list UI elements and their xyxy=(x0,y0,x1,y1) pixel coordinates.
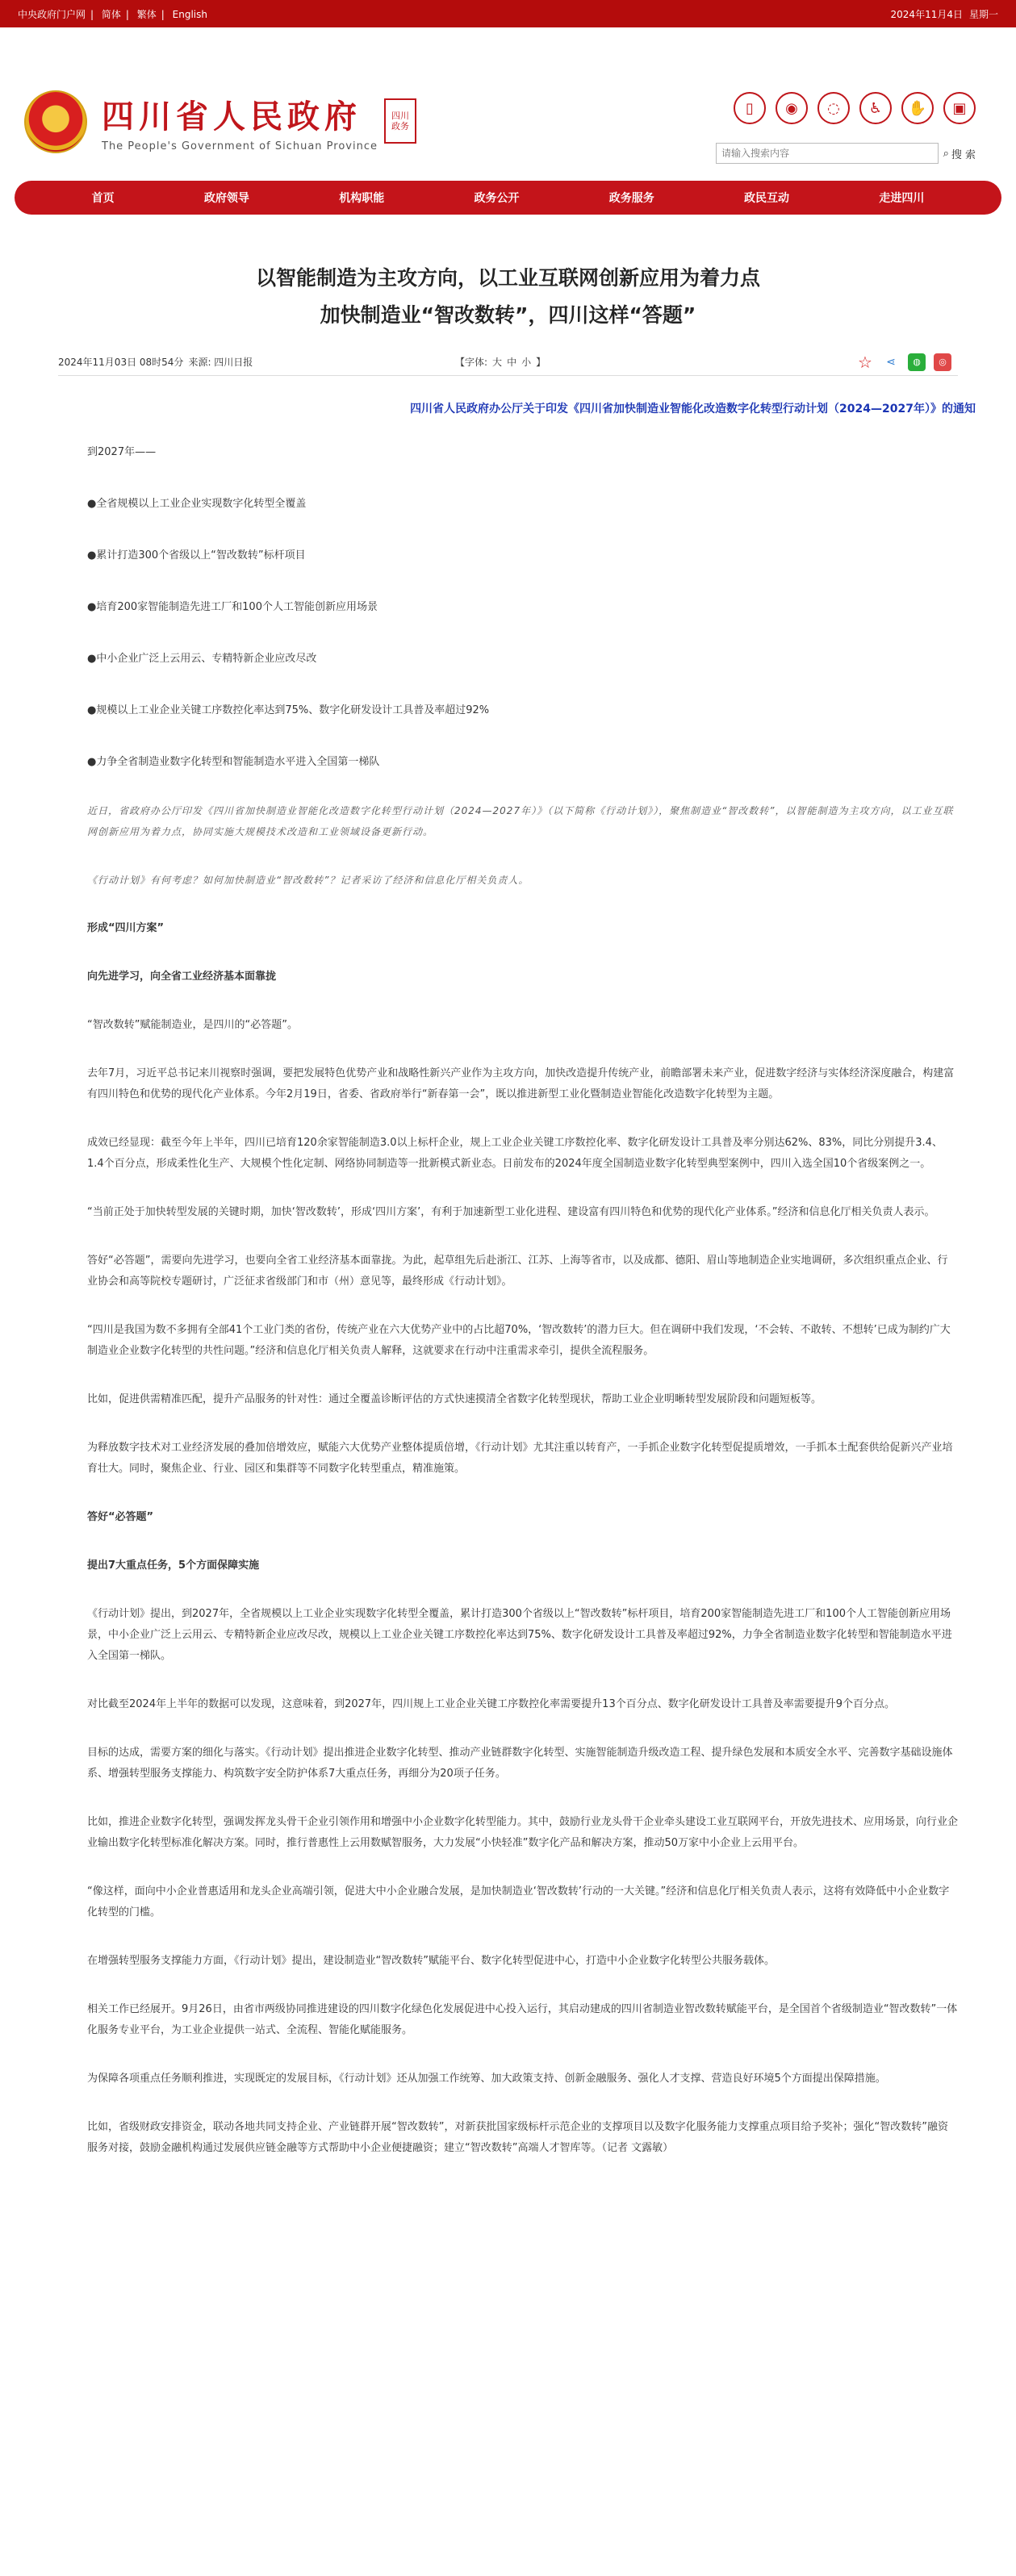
mobile-icon[interactable]: ▯ xyxy=(734,92,766,124)
nav-gov-affairs[interactable]: 政务公开 xyxy=(474,192,520,205)
separator: | xyxy=(125,8,129,20)
paragraph: “四川是我国为数不多拥有全部41个工业门类的省份，传统产业在六大优势产业中的占比超70%，‘智改数转’的潜力巨大。但在调研中我们发现，‘不会转、不敢转、不想转’已成为制约广大制造业企业数字化转型的共性问题。”经济和信息化厅相关负责人解释，这就要求在行动中注重需求牵引，提供全流程服务。 xyxy=(87,1324,951,1357)
sub-heading: 提出7大重点任务，5个方面保障实施 xyxy=(87,1559,260,1572)
bullet-item: ●累计打造300个省级以上“智改数转”标杆项目 xyxy=(87,549,306,562)
site-title-en: The People's Government of Sichuan Province xyxy=(102,140,378,152)
paragraph: 《行动计划》提出，到2027年，全省规模以上工业企业实现数字化转型全覆盖，累计打造300个省级以上“智改数转”标杆项目，培育200家智能制造先进工厂和100个人工智能创新应用场景，中小企业广泛上云用云、专精特新企业应改尽改，规模以上工业企业关键工序数控化率达到75%、数字化研发设计工具普及率超过92%，力争全省制造业数字化转型和智能制造水平进入全国第一梯队。 xyxy=(87,1608,952,1662)
top-links xyxy=(18,7,212,21)
link-simplified[interactable]: 简体 xyxy=(101,8,121,20)
seal-logo: 四川政务 xyxy=(384,98,416,144)
article-body xyxy=(87,442,958,2159)
accessibility-icon[interactable]: ♿ xyxy=(859,92,892,124)
paragraph: “像这样，面向中小企业普惠适用和龙头企业高端引领，促进大中小企业融合发展，是加快制造业‘智改数转’行动的一大关键。”经济和信息化厅相关负责人表示，这将有效降低中小企业数字化转型的门槛。 xyxy=(87,1885,950,1918)
link-traditional[interactable]: 繁体 xyxy=(136,8,157,20)
bullet-item: ●全省规模以上工业企业实现数字化转型全覆盖 xyxy=(87,498,307,510)
nav-home[interactable]: 首页 xyxy=(91,192,115,205)
article-header xyxy=(0,260,1016,334)
main-nav xyxy=(15,181,1001,215)
nav-institutions[interactable]: 机构职能 xyxy=(339,192,385,205)
paragraph: 去年7月，习近平总书记来川视察时强调，要把发展特色优势产业和战略性新兴产业作为主攻方向，加快改造提升传统产业，前瞻部署未来产业，促进数字经济与实体经济深度融合，构建富有四川特色和优势的现代化产业体系。今年2月19日，省委、省政府举行“新春第一会”，既以推进新型工业化暨制造业智能化改造数字化转型为主题。 xyxy=(87,1067,955,1100)
paragraph: 为保障各项重点任务顺利推进，实现既定的发展目标，《行动计划》还从加强工作统筹、加大政策支持、创新金融服务、强化人才支撑、营造良好环境5个方面提出保障措施。 xyxy=(87,2073,886,2085)
font-size-control xyxy=(455,355,546,369)
section-heading: 形成“四川方案” xyxy=(87,922,165,934)
paragraph: 比如，促进供需精准匹配，提升产品服务的针对性：通过全覆盖诊断评估的方式快速摸清全省数字化转型现状，帮助工业企业明晰转型发展阶段和问题短板等。 xyxy=(87,1393,822,1405)
weibo-icon[interactable]: ◉ xyxy=(776,92,808,124)
intro-text: 到2027年—— xyxy=(87,446,157,458)
bullet-item: ●培育200家智能制造先进工厂和100个人工智能创新应用场景 xyxy=(87,601,378,613)
nav-about-sichuan[interactable]: 走进四川 xyxy=(879,192,925,205)
related-policy-link[interactable]: 四川省人民政府办公厅关于印发《四川省加快制造业智能化改造数字化转型行动计划（2024—2027年）》的通知 xyxy=(410,403,976,415)
article-title-line1: 以智能制造为主攻方向，以工业互联网创新应用为着力点 xyxy=(255,266,760,290)
paragraph: 在增强转型服务支撑能力方面，《行动计划》提出，建设制造业“智改数转”赋能平台、数字化转型促进中心，打造中小企业数字化转型公共服务载体。 xyxy=(87,1955,775,1967)
favorite-icon[interactable]: ☆ xyxy=(858,352,872,372)
site-logo[interactable] xyxy=(24,90,378,153)
nav-interaction[interactable]: 政民互动 xyxy=(744,192,790,205)
current-date: 2024年11月4日 xyxy=(890,8,963,20)
share-buttons xyxy=(856,353,951,371)
bullet-item: ●力争全省制造业数字化转型和智能制造水平进入全国第一梯队 xyxy=(87,756,380,768)
paragraph: 成效已经显现：截至今年上半年，四川已培育120余家智能制造3.0以上标杆企业，规上工业企业关键工序数控化率、数字化研发设计工具普及率分别达62%、83%，同比分别提升3.4、1.4个百分点，形成柔性化生产、大规模个性化定制、网络协同制造等一批新模式新业态。日前发布的2024年度全国制造业数字化转型典型案例中，四川入选全国10个省级案例之一。 xyxy=(87,1137,943,1170)
site-title-cn: 四川省人民政府 xyxy=(102,98,362,136)
header-icons xyxy=(734,92,976,124)
search-bar xyxy=(716,142,976,165)
nav-services[interactable]: 政务服务 xyxy=(608,192,654,205)
paragraph: 比如，省级财政安排资金，联动各地共同支持企业、产业链群开展“智改数转”，对新获批国家级标杆示范企业的支撑项目以及数字化服务能力支撑重点项目给予奖补；强化“智改数转”融资服务对接，鼓励金融机构通过发展供应链金融等方式帮助中小企业便捷融资；建立“智改数转”高端人才智库等。（记者 文露敏） xyxy=(87,2121,948,2154)
top-bar xyxy=(0,0,1016,27)
paragraph: “当前正处于加快转型发展的关键时期，加快‘智改数转’，形成‘四川方案’，有利于加速新型工业化进程、建设富有四川特色和优势的现代化产业体系。”经济和信息化厅相关负责人表示。 xyxy=(87,1206,935,1218)
publish-datetime: 2024年11月03日 08时54分 xyxy=(58,357,184,368)
lead-paragraph: 《行动计划》有何考虑？如何加快制造业“智改数转”？记者采访了经济和信息化厅相关负责人。 xyxy=(87,875,529,886)
wechat-icon[interactable]: ◌ xyxy=(817,92,850,124)
section-heading: 答好“必答题” xyxy=(87,1511,154,1523)
article-source: 来源: 四川日报 xyxy=(188,357,253,368)
top-date xyxy=(891,7,998,21)
share-icon[interactable]: ⋖ xyxy=(886,355,896,369)
font-size-close: 】 xyxy=(536,357,546,368)
lead-paragraph: 近日，省政府办公厅印发《四川省加快制造业智能化改造数字化转型行动计划（2024—2027年）》（以下简称《行动计划》），聚焦制造业“智改数转”，以智能制造为主攻方向，以工业互联网创新应用为着力点，协同实施大规模技术改造和工业领域设备更新行动。 xyxy=(87,805,954,837)
search-input[interactable] xyxy=(716,143,939,164)
site-header xyxy=(0,27,1016,161)
wechat-share-icon[interactable]: ◍ xyxy=(908,353,926,371)
search-button-label: 搜 索 xyxy=(951,148,976,161)
paragraph: 相关工作已经展开。9月26日，由省市两级协同推进建设的四川数字化绿色化发展促进中心投入运行，其启动建成的四川省制造业智改数转赋能平台，是全国首个省级制造业“智改数转”一体化服务专业平台，为工业企业提供一站式、全流程、智能化赋能服务。 xyxy=(87,2003,958,2036)
elder-mode-icon[interactable]: ✋ xyxy=(901,92,934,124)
national-emblem-icon xyxy=(24,90,87,153)
paragraph: 为释放数字技术对工业经济发展的叠加倍增效应，赋能六大优势产业整体提质倍增，《行动计划》尤其注重以转育产，一手抓企业数字化转型促提质增效，一手抓本土配套供给促新兴产业培育壮大。同时，聚焦企业、行业、园区和集群等不同数字化转型重点，精准施策。 xyxy=(87,1442,953,1475)
paragraph: 答好“必答题”，需要向先进学习，也要向全省工业经济基本面靠拢。为此，起草组先后赴浙江、江苏、上海等省市，以及成都、德阳、眉山等地制造企业实地调研，多次组织重点企业、行业协会和高等院校专题研讨，广泛征求省级部门和市（州）意见等，最终形成《行动计划》。 xyxy=(87,1255,948,1288)
article-title-line2: 加快制造业“智改数转”，四川这样“答题” xyxy=(320,303,696,327)
font-size-large[interactable]: 大 xyxy=(492,357,503,368)
app-icon[interactable]: ▣ xyxy=(943,92,976,124)
site-title xyxy=(102,91,378,152)
font-size-medium[interactable]: 中 xyxy=(507,357,517,368)
link-central-gov[interactable]: 中央政府门户网 xyxy=(18,8,86,20)
bullet-item: ●规模以上工业企业关键工序数控化率达到75%、数字化研发设计工具普及率超过92% xyxy=(87,704,490,716)
paragraph: 比如，推进企业数字化转型，强调发挥龙头骨干企业引领作用和增强中小企业数字化转型能力。其中，鼓励行业龙头骨干企业牵头建设工业互联网平台，开放先进技术、应用场景，向行业企业输出数字化转型标准化解决方案。同时，推行普惠性上云用数赋智服务，大力发展“小快轻准”数字化产品和解决方案，推动50万家中小企业上云用平台。 xyxy=(87,1816,959,1849)
separator: | xyxy=(90,8,94,20)
link-english[interactable]: English xyxy=(172,8,208,20)
separator: | xyxy=(161,8,165,20)
nav-leaders[interactable]: 政府领导 xyxy=(203,192,249,205)
sub-heading: 向先进学习，向全省工业经济基本面靠拢 xyxy=(87,971,277,983)
font-size-small[interactable]: 小 xyxy=(521,357,532,368)
weibo-share-icon[interactable]: ◎ xyxy=(934,353,951,371)
current-weekday: 星期一 xyxy=(968,8,998,20)
article-meta xyxy=(58,349,958,376)
font-size-label: 【字体: xyxy=(455,357,488,368)
search-button[interactable] xyxy=(943,146,976,161)
paragraph: 目标的达成，需要方案的细化与落实。《行动计划》提出推进企业数字化转型、推动产业链群数字化转型、实施智能制造升级改造工程、提升绿色发展和本质安全水平、完善数字基础设施体系、增强转型服务支撑能力、构筑数字安全防护体系7大重点任务，再细分为20项子任务。 xyxy=(87,1747,953,1780)
paragraph: 对比截至2024年上半年的数据可以发现，这意味着，到2027年，四川规上工业企业关键工序数控化率需要提升13个百分点、数字化研发设计工具普及率需要提升9个百分点。 xyxy=(87,1698,895,1710)
bullet-item: ●中小企业广泛上云用云、专精特新企业应改尽改 xyxy=(87,653,317,665)
paragraph: “智改数转”赋能制造业，是四川的“必答题”。 xyxy=(87,1019,298,1031)
search-icon: ⌕ xyxy=(943,147,949,160)
